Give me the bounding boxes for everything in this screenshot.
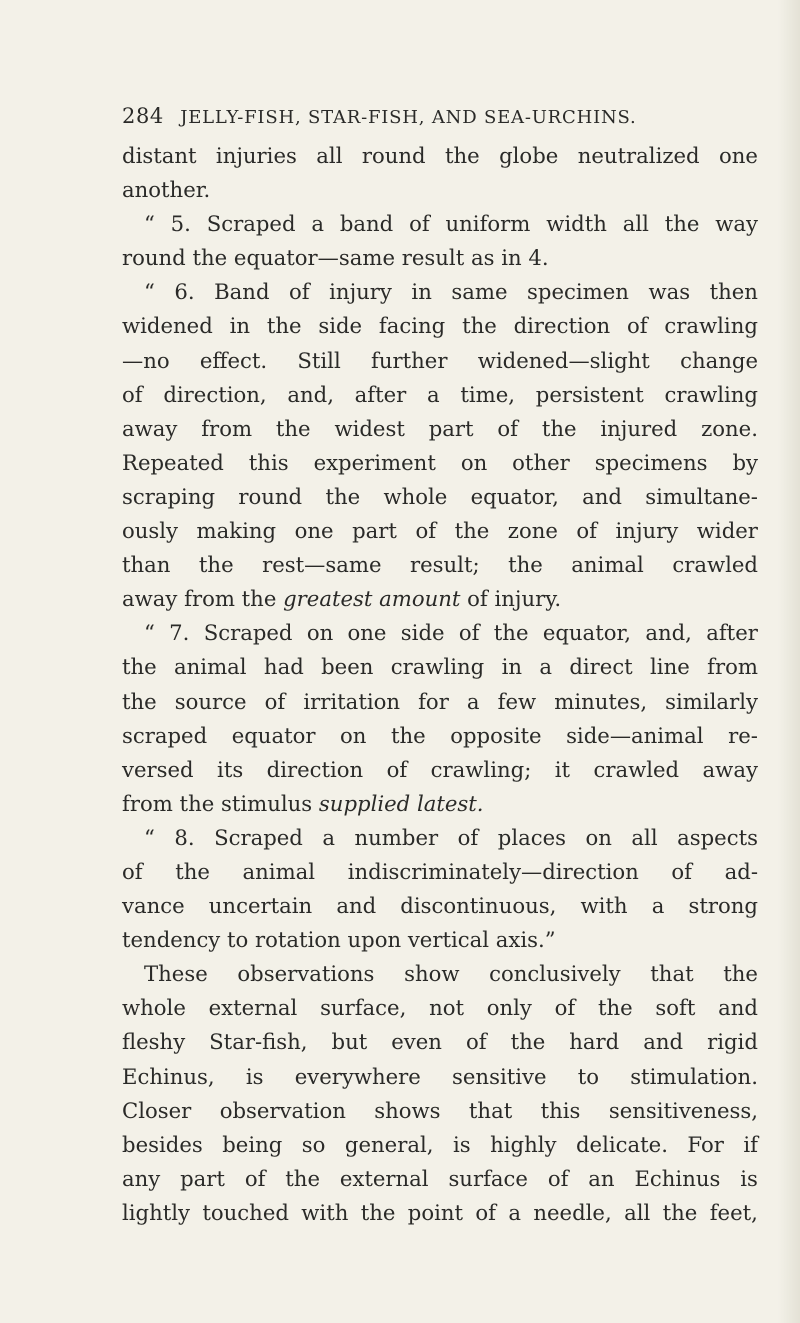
word: equator xyxy=(231,722,316,748)
word: the xyxy=(597,995,633,1021)
word: the xyxy=(662,1199,698,1225)
word: conclusively xyxy=(489,961,621,987)
word: “ xyxy=(144,211,155,237)
text-line xyxy=(122,957,758,991)
word: that xyxy=(650,961,694,987)
word: 8. xyxy=(174,824,195,850)
text-line xyxy=(122,753,758,787)
text-line xyxy=(122,173,758,207)
word: band xyxy=(339,211,394,237)
text-line xyxy=(122,1094,758,1128)
word: sensitive xyxy=(452,1063,547,1089)
word: the xyxy=(454,518,490,544)
word: from xyxy=(201,415,253,441)
word: scraped xyxy=(122,722,208,748)
word: specimens xyxy=(594,449,708,475)
word: a xyxy=(539,654,552,680)
word: been xyxy=(321,654,374,680)
word: discontinuous, xyxy=(400,893,557,919)
word: of xyxy=(386,756,408,782)
word: on xyxy=(340,722,367,748)
word: places xyxy=(497,824,566,850)
word: the xyxy=(510,1029,546,1055)
word: a xyxy=(508,1199,522,1225)
word: feet, xyxy=(709,1199,758,1225)
word: any xyxy=(122,1165,161,1191)
word: this xyxy=(540,1097,581,1123)
word: of xyxy=(626,313,648,339)
word: of xyxy=(475,1199,497,1225)
word: Band xyxy=(214,279,270,305)
word: and xyxy=(582,483,622,509)
word: needle, xyxy=(533,1199,612,1225)
word: the xyxy=(390,722,426,748)
word: Star-fish, xyxy=(209,1029,308,1055)
text-line xyxy=(122,548,758,582)
word: soft xyxy=(655,995,696,1021)
word: re- xyxy=(728,722,758,748)
word: the xyxy=(462,313,497,339)
word: of xyxy=(671,858,693,884)
text-line xyxy=(122,241,758,275)
word: injured xyxy=(600,415,678,441)
word: direction xyxy=(513,313,611,339)
running-title: JELLY-FISH, STAR-FISH, AND SEA-URCHINS. xyxy=(180,107,637,128)
word: Closer xyxy=(122,1097,192,1123)
word: zone. xyxy=(701,415,758,441)
word: Scraped xyxy=(203,620,293,646)
word: in xyxy=(229,313,251,339)
text-line xyxy=(122,991,758,1025)
text-line xyxy=(122,514,758,548)
text-segment: supplied latest. xyxy=(318,790,484,816)
word: of xyxy=(547,1165,569,1191)
word: wider xyxy=(696,518,758,544)
text-line xyxy=(122,1196,758,1230)
word: was xyxy=(648,279,691,305)
word: globe xyxy=(499,143,559,168)
word: Echinus xyxy=(634,1165,721,1191)
word: in xyxy=(411,279,432,305)
word: strong xyxy=(688,893,758,919)
text-line xyxy=(122,650,758,684)
word: making xyxy=(196,518,277,544)
word: surface, xyxy=(320,995,407,1021)
word: Scraped xyxy=(214,824,303,850)
word: being xyxy=(222,1131,283,1157)
word: round xyxy=(238,483,303,509)
word: 5. xyxy=(170,211,191,237)
word: it xyxy=(554,756,571,782)
text-line xyxy=(122,139,758,173)
text-line xyxy=(122,685,758,719)
word: show xyxy=(404,961,460,987)
word: crawled xyxy=(672,552,758,578)
word: by xyxy=(732,449,758,475)
text-segment: greatest amount xyxy=(283,586,461,612)
text-line xyxy=(122,821,758,855)
word: way xyxy=(715,211,758,237)
word: external xyxy=(208,995,298,1021)
word: lightly xyxy=(122,1199,191,1225)
word: delicate. xyxy=(575,1131,668,1157)
word: of xyxy=(264,688,286,714)
word: irritation xyxy=(303,688,401,714)
word: after xyxy=(706,620,758,646)
word: similarly xyxy=(665,688,758,714)
word: source xyxy=(174,688,247,714)
word: versed xyxy=(122,756,194,782)
word: that xyxy=(468,1097,513,1123)
page-edge-shadow xyxy=(778,0,800,1323)
word: equator, xyxy=(470,483,559,509)
word: the xyxy=(325,483,361,509)
word: the xyxy=(175,858,210,884)
word: the xyxy=(445,143,480,168)
word: whole xyxy=(383,483,448,509)
word: everywhere xyxy=(294,1063,421,1089)
page-number: 284 xyxy=(122,104,164,128)
word: scraping xyxy=(122,483,216,509)
word: one xyxy=(347,620,387,646)
word: besides xyxy=(122,1131,203,1157)
word: is xyxy=(452,1131,471,1157)
word: away xyxy=(122,415,178,441)
word: side—animal xyxy=(566,722,704,748)
word: equator, xyxy=(542,620,631,646)
word: external xyxy=(339,1165,429,1191)
word: after xyxy=(354,381,407,407)
word: of xyxy=(409,211,430,237)
word: all xyxy=(316,143,343,168)
word: the xyxy=(285,1165,320,1191)
word: injury xyxy=(615,518,679,544)
word: and, xyxy=(287,381,334,407)
word: animal xyxy=(174,654,247,680)
word: then xyxy=(709,279,758,305)
text-line xyxy=(122,207,758,241)
text-segment: away from the xyxy=(122,586,284,612)
word: highly xyxy=(490,1131,557,1157)
word: observation xyxy=(219,1097,346,1123)
word: not xyxy=(429,995,464,1021)
text-segment: of injury. xyxy=(460,586,562,612)
word: and xyxy=(718,995,758,1021)
word: the xyxy=(360,1199,396,1225)
word: few xyxy=(497,688,537,714)
word: widened—slight xyxy=(477,347,650,373)
word: is xyxy=(245,1063,264,1089)
word: the xyxy=(493,620,529,646)
word: side xyxy=(400,620,445,646)
word: an xyxy=(588,1165,615,1191)
word: distant xyxy=(122,143,197,168)
text-line xyxy=(122,616,758,650)
word: width xyxy=(546,211,607,237)
word: for xyxy=(418,688,449,714)
word: fleshy xyxy=(122,1029,186,1055)
word: ously xyxy=(122,518,179,544)
text-segment: round the equator—same result as in 4. xyxy=(122,245,549,271)
text-line xyxy=(122,1060,758,1094)
word: of xyxy=(554,995,576,1021)
word: change xyxy=(680,347,758,373)
word: of xyxy=(457,824,479,850)
word: a xyxy=(651,893,665,919)
word: observations xyxy=(237,961,375,987)
text-line xyxy=(122,1128,758,1162)
word: of xyxy=(244,1165,266,1191)
word: opposite xyxy=(450,722,542,748)
word: vance xyxy=(122,893,185,919)
word: and, xyxy=(645,620,692,646)
word: the xyxy=(275,415,311,441)
word: of xyxy=(415,518,437,544)
word: whole xyxy=(122,995,186,1021)
word: crawled xyxy=(593,756,680,782)
word: widest xyxy=(334,415,405,441)
word: direction, xyxy=(163,381,267,407)
word: rigid xyxy=(707,1029,758,1055)
word: had xyxy=(263,654,304,680)
word: the xyxy=(122,654,157,680)
word: with xyxy=(301,1199,349,1225)
word: of xyxy=(289,279,310,305)
body-text xyxy=(122,139,758,1230)
word: indiscriminately—direction xyxy=(347,858,639,884)
text-line xyxy=(122,309,758,343)
word: experiment xyxy=(313,449,436,475)
word: shows xyxy=(374,1097,441,1123)
word: general, xyxy=(344,1131,434,1157)
word: line xyxy=(650,654,690,680)
word: the xyxy=(664,211,700,237)
text-segment: from the stimulus xyxy=(122,790,319,816)
word: and xyxy=(643,1029,684,1055)
word: round xyxy=(361,143,426,168)
word: aspects xyxy=(677,824,758,850)
word: of xyxy=(576,518,598,544)
word: animal xyxy=(242,858,316,884)
word: in xyxy=(501,654,523,680)
word: rest—same xyxy=(262,552,382,578)
word: 6. xyxy=(174,279,195,305)
word: is xyxy=(740,1165,758,1191)
word: point xyxy=(407,1199,464,1225)
word: Still xyxy=(297,347,341,373)
word: to xyxy=(577,1063,599,1089)
word: of xyxy=(122,381,143,407)
word: crawling xyxy=(390,654,485,680)
word: “ xyxy=(144,824,155,850)
word: its xyxy=(217,756,244,782)
text-line xyxy=(122,412,758,446)
word: all xyxy=(624,1199,651,1225)
word: the xyxy=(266,313,302,339)
text-line xyxy=(122,446,758,480)
text-line xyxy=(122,1025,758,1059)
word: the xyxy=(122,688,157,714)
text-line xyxy=(122,378,758,412)
word: These xyxy=(144,961,208,987)
word: only xyxy=(486,995,532,1021)
word: touched xyxy=(202,1199,289,1225)
word: persistent xyxy=(535,381,644,407)
word: Scraped xyxy=(206,211,296,237)
text-line xyxy=(122,719,758,753)
word: of xyxy=(458,620,480,646)
word: so xyxy=(301,1131,326,1157)
word: one xyxy=(719,143,758,168)
word: part xyxy=(180,1165,225,1191)
word: on xyxy=(460,449,488,475)
word: crawling; xyxy=(430,756,532,782)
text-line xyxy=(122,582,758,616)
word: further xyxy=(371,347,448,373)
word: “ xyxy=(144,279,155,305)
word: neutralized xyxy=(577,143,700,168)
word: from xyxy=(707,654,758,680)
word: direct xyxy=(569,654,633,680)
word: Repeated xyxy=(122,449,224,475)
word: Echinus, xyxy=(122,1063,215,1089)
word: stimulation. xyxy=(630,1063,758,1089)
word: side xyxy=(318,313,363,339)
word: uncertain xyxy=(208,893,313,919)
word: crawling xyxy=(664,381,758,407)
text-line xyxy=(122,275,758,309)
word: “ xyxy=(144,620,155,646)
word: time, xyxy=(460,381,516,407)
word: surface xyxy=(448,1165,528,1191)
word: hard xyxy=(569,1029,620,1055)
word: the xyxy=(198,552,234,578)
text-line xyxy=(122,1162,758,1196)
word: minutes, xyxy=(554,688,648,714)
word: animal xyxy=(571,552,644,578)
word: uniform xyxy=(445,211,531,237)
word: a xyxy=(322,824,336,850)
word: of xyxy=(122,858,143,884)
word: number xyxy=(354,824,439,850)
word: a xyxy=(427,381,440,407)
word: direction xyxy=(266,756,364,782)
word: part xyxy=(428,415,474,441)
word: facing xyxy=(378,313,446,339)
word: on xyxy=(585,824,612,850)
word: but xyxy=(331,1029,368,1055)
word: —no xyxy=(122,347,170,373)
running-head xyxy=(122,104,742,134)
word: result; xyxy=(409,552,480,578)
word: same xyxy=(451,279,508,305)
word: this xyxy=(248,449,289,475)
text-line xyxy=(122,480,758,514)
text-line xyxy=(122,855,758,889)
word: zone xyxy=(507,518,558,544)
word: ad- xyxy=(724,858,758,884)
text-line xyxy=(122,787,758,821)
word: even xyxy=(391,1029,442,1055)
word: with xyxy=(580,893,628,919)
word: effect. xyxy=(199,347,268,373)
word: a xyxy=(311,211,324,237)
word: one xyxy=(294,518,334,544)
word: of xyxy=(497,415,518,441)
word: crawling xyxy=(664,313,758,339)
word: simultane- xyxy=(645,483,758,509)
text-segment: another. xyxy=(122,177,211,203)
text-line xyxy=(122,923,758,957)
word: on xyxy=(306,620,334,646)
word: away xyxy=(702,756,758,782)
word: and xyxy=(336,893,377,919)
word: widened xyxy=(122,313,213,339)
word: if xyxy=(743,1131,758,1157)
text-line xyxy=(122,889,758,923)
text-line xyxy=(122,344,758,378)
word: the xyxy=(508,552,543,578)
word: part xyxy=(352,518,397,544)
word: all xyxy=(631,824,658,850)
word: the xyxy=(723,961,758,987)
word: 7. xyxy=(169,620,190,646)
word: other xyxy=(512,449,570,475)
word: than xyxy=(122,552,171,578)
text-segment: tendency to rotation upon vertical axis.” xyxy=(122,927,556,953)
word: specimen xyxy=(527,279,629,305)
word: injury xyxy=(329,279,392,305)
word: all xyxy=(622,211,649,237)
word: injuries xyxy=(215,143,297,168)
word: of xyxy=(465,1029,487,1055)
word: For xyxy=(687,1131,724,1157)
word: a xyxy=(466,688,480,714)
word: the xyxy=(541,415,577,441)
word: sensitiveness, xyxy=(608,1097,758,1123)
